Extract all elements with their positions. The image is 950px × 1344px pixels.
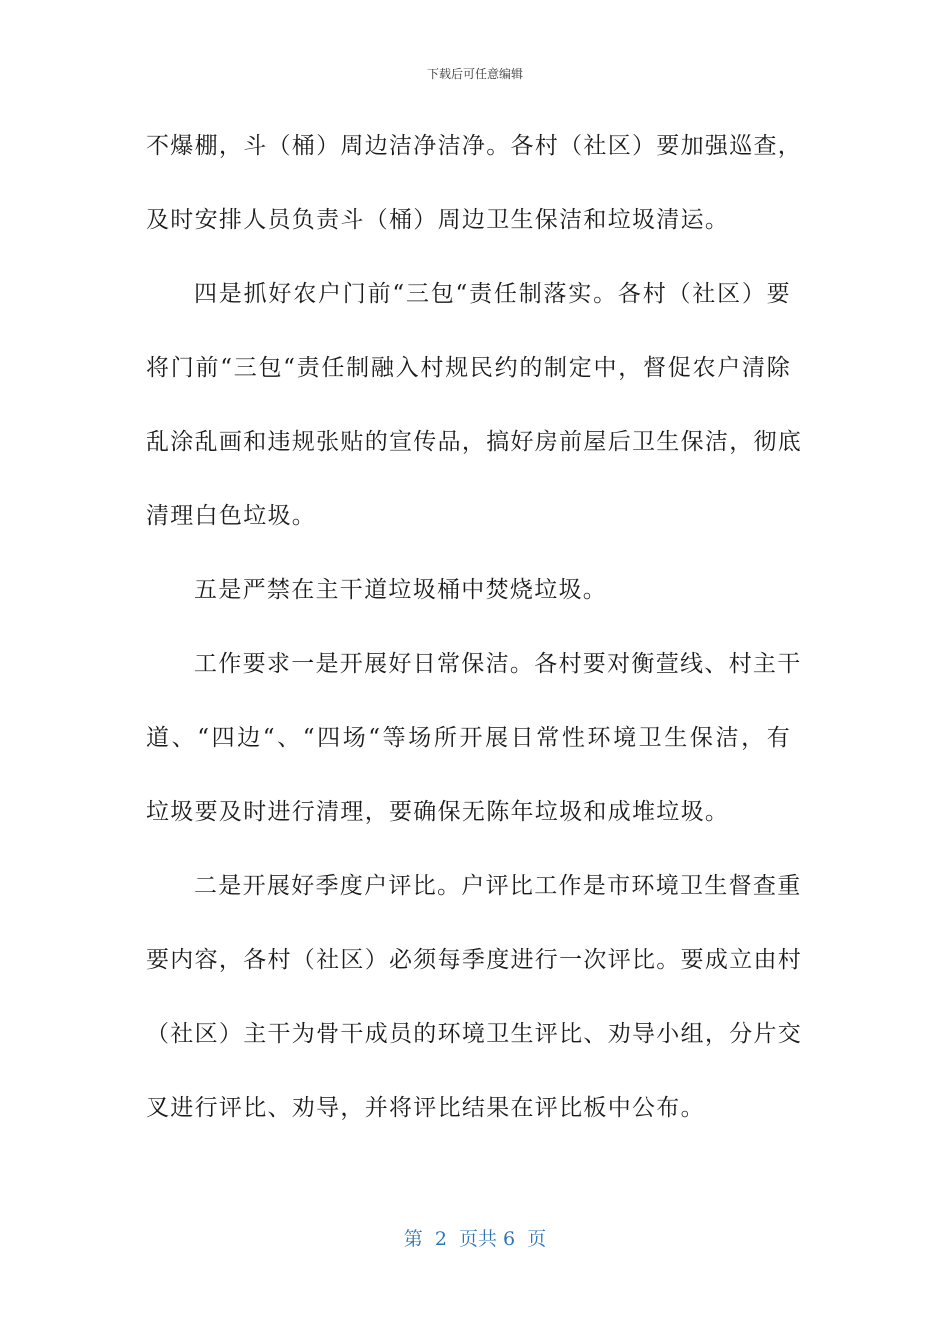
- text-line: 乱涂乱画和违规张贴的宣传品，搞好房前屋后卫生保洁，彻底: [146, 429, 803, 455]
- text-line: 将门前“三包“责任制融入村规民约的制定中，督促农户清除: [146, 355, 791, 381]
- text-line: 要内容，各村（社区）必须每季度进行一次评比。要成立由村: [146, 947, 803, 973]
- paragraph-line: 四是抓好农户门前“三包“责任制落实。各村（社区）要: [194, 281, 791, 307]
- paragraph-line: 五是严禁在主干道垃圾桶中焚烧垃圾。: [194, 577, 608, 603]
- page-header: 下载后可任意编辑: [426, 67, 523, 81]
- text-line: 不爆棚，斗（桶）周边洁净洁净。各村（社区）要加强巡查，: [146, 133, 803, 159]
- text-line: （社区）主干为骨干成员的环境卫生评比、劝导小组，分片交: [146, 1021, 803, 1047]
- text-line: 垃圾要及时进行清理，要确保无陈年垃圾和成堆垃圾。: [146, 799, 730, 825]
- text-line: 清理白色垃圾。: [146, 503, 317, 529]
- text-line: 叉进行评比、劝导，并将评比结果在评比板中公布。: [146, 1095, 705, 1121]
- paragraph-line: 二是开展好季度户评比。户评比工作是市环境卫生督查重: [194, 873, 802, 899]
- text-line: 及时安排人员负责斗（桶）周边卫生保洁和垃圾清运。: [146, 207, 730, 233]
- document-body: [146, 124, 803, 1160]
- page-number-footer: 第 2 页共 6 页: [403, 1228, 547, 1250]
- text-line: 道、“四边“、“四场“等场所开展日常性环境卫生保洁，有: [146, 725, 791, 751]
- paragraph-line: 工作要求一是开展好日常保洁。各村要对衡萱线、村主干: [194, 651, 802, 677]
